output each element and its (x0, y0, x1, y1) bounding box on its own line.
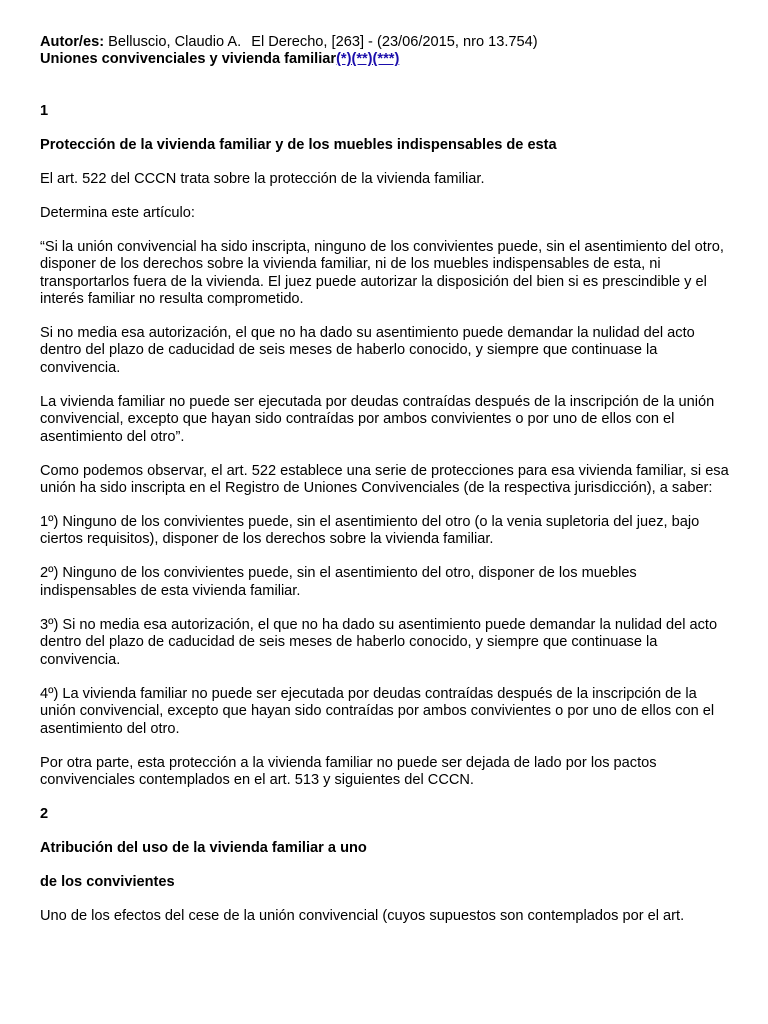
quoted-article-paragraph: La vivienda familiar no puede ser ejecutada por deudas contraídas después de la inscripción de la unión convivencial, excepto que hayan sido contraídas por ambos convivientes o por uno de ellos con el asentimiento del otro”. (40, 393, 715, 445)
footnote-links[interactable]: (*)(**)(***) (336, 51, 400, 68)
title-line (40, 51, 730, 68)
quoted-article-paragraph: Si no media esa autorización, el que no ha dado su asentimiento puede demandar la nulidad del acto dentro del plazo de caducidad de seis meses de haberlo conocido, y siempre que continuase la convivencia. (40, 325, 695, 376)
paragraph: Como podemos observar, el art. 522 establece una serie de protecciones para esa vivienda familiar, si esa unión ha sido inscripta en el Registro de Uniones Convivenciales (de la respectiva jurisdicción), a saber: (40, 462, 729, 497)
section-2-heading-cont: de los convivientes (40, 873, 175, 890)
list-item: 1º) Ninguno de los convivientes puede, sin el asentimiento del otro (o la venia supletoria del juez, bajo ciertos requisitos), disponer de los derechos sobre la vivienda familiar. (40, 514, 700, 548)
author-label: Autor/es: (40, 34, 105, 50)
paragraph: Determina este artículo: (40, 204, 195, 221)
source-citation: El Derecho, [263] - (23/06/2015, nro 13.754) (251, 34, 538, 50)
section-2-heading: Atribución del uso de la vivienda familiar a uno (40, 839, 367, 856)
quoted-article-paragraph: “Si la unión convivencial ha sido inscripta, ninguno de los convivientes puede, sin el asentimiento del otro, disponer de los derechos sobre la vivienda familiar, ni de los muebles indispensables de esta, ni transportarlos fuera de la vivienda. El juez puede autorizar la disposición del bien si es prescindible y el interés familiar no resulta comprometido. (40, 238, 724, 308)
list-item: 2º) Ninguno de los convivientes puede, sin el asentimiento del otro, disponer de los muebles indispensables de esta vivienda familiar. (40, 565, 637, 599)
section-1-heading: Protección de la vivienda familiar y de los muebles indispensables de esta (40, 136, 557, 153)
section-1-number: 1 (40, 102, 49, 119)
section-2-number: 2 (40, 805, 49, 822)
paragraph: Por otra parte, esta protección a la vivienda familiar no puede ser dejada de lado por los pactos convivenciales contemplados en el art. 513 y siguientes del CCCN. (40, 754, 657, 788)
paragraph: El art. 522 del CCCN trata sobre la protección de la vivienda familiar. (40, 170, 485, 187)
list-item: 3º) Si no media esa autorización, el que no ha dado su asentimiento puede demandar la nulidad del acto dentro del plazo de caducidad de seis meses de haberlo conocido, y siempre que continuase la convivencia. (40, 616, 718, 668)
document-page (40, 34, 730, 942)
author-value: Belluscio, Claudio A. (108, 34, 242, 50)
list-item: 4º) La vivienda familiar no puede ser ejecutada por deudas contraídas después de la inscripción de la unión convivencial, excepto que hayan sido contraídas por ambos convivientes o por uno de ellos con el asentimiento del otro. (40, 685, 715, 737)
author-line (40, 34, 730, 51)
paragraph: Uno de los efectos del cese de la unión convivencial (cuyos supuestos son contemplados por el art. (40, 907, 685, 924)
document-title: Uniones convivenciales y vivienda familiar (40, 51, 337, 68)
